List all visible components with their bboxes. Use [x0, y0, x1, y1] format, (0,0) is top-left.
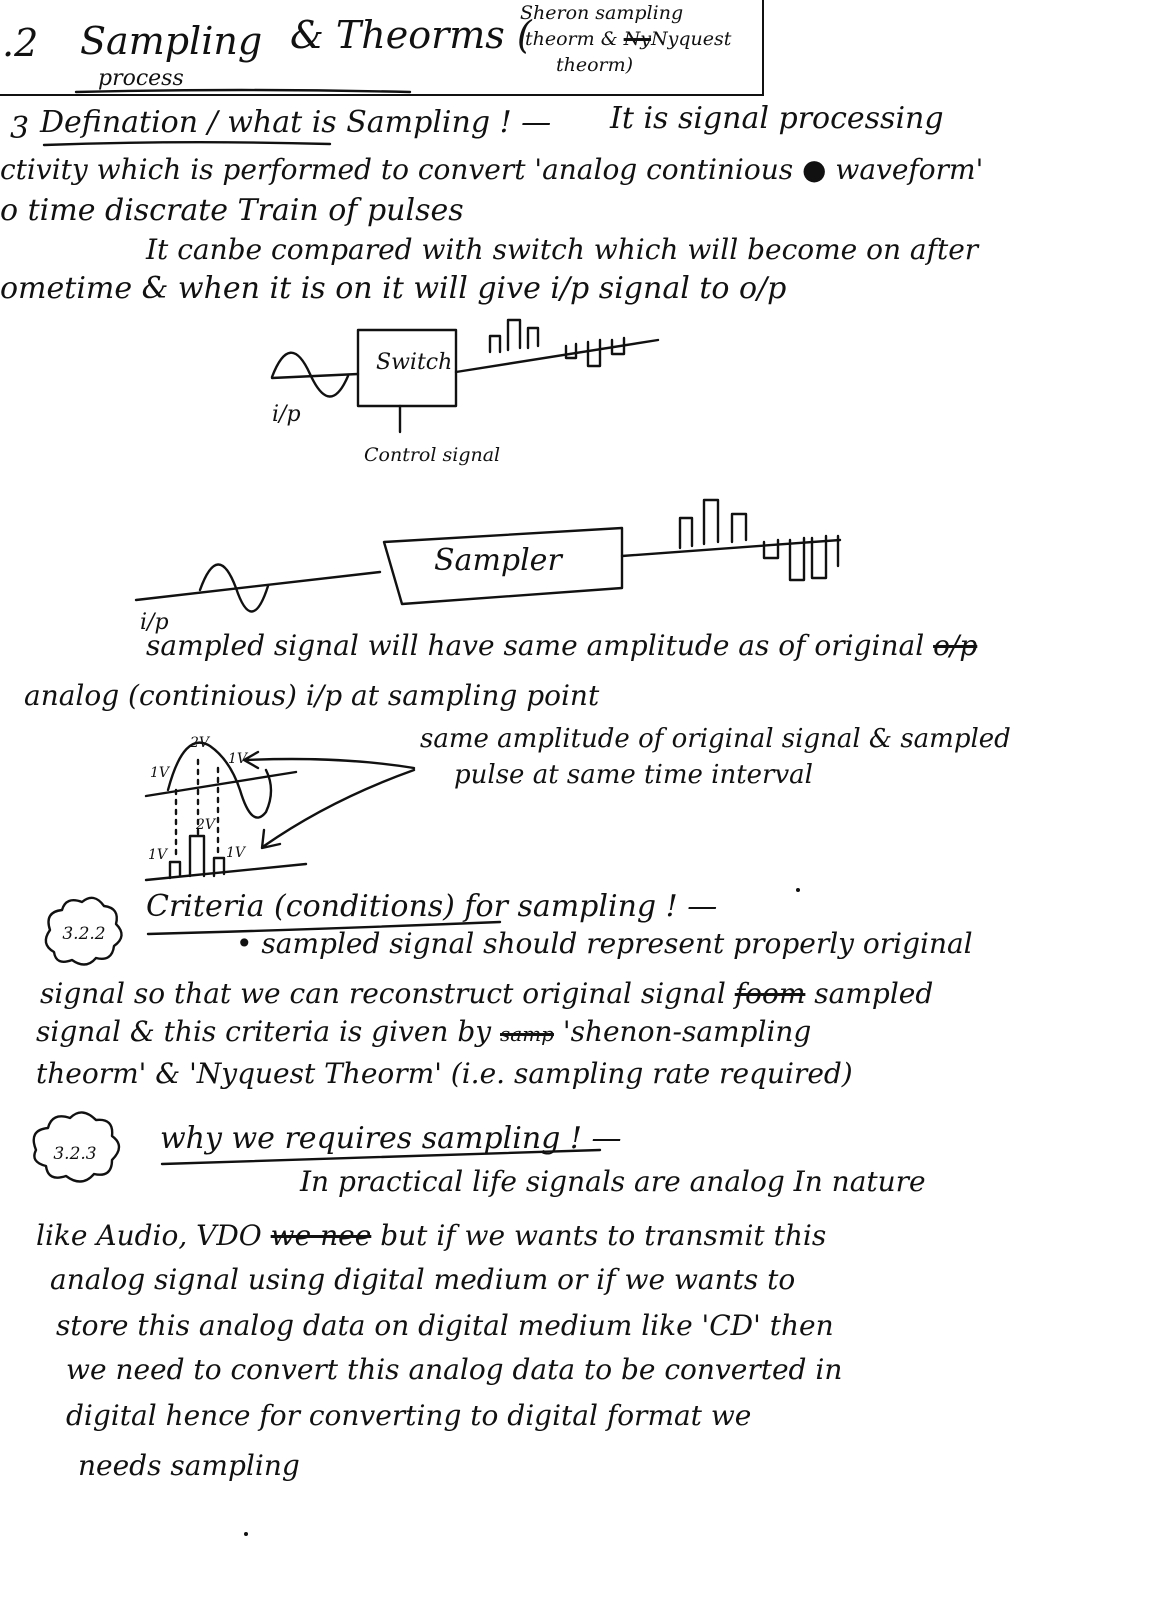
volt-3: 1V	[228, 751, 248, 767]
bracket-nyquest: Nyquest	[651, 28, 732, 50]
definition-line-5: ometime & when it is on it will give i/p signal to o/p	[0, 271, 787, 306]
criteria-badge: 3.2.2	[62, 924, 106, 944]
why-text-2a: like Audio, VDO	[36, 1219, 262, 1252]
criteria-line-1: • sampled signal should represent properly original	[236, 927, 973, 960]
why-strike: we nee	[270, 1219, 372, 1252]
volt-2: 2V	[190, 735, 210, 751]
volt-6: 1V	[226, 845, 246, 861]
why-line-2	[36, 1219, 827, 1252]
definition-line-4: It canbe compared with switch which will become on after	[146, 233, 979, 266]
why-line-5: we need to convert this analog data to be converted in	[66, 1353, 843, 1386]
criteria-strike-2: samp	[500, 1022, 554, 1046]
criteria-text-3a: signal & this criteria is given by	[36, 1015, 492, 1048]
bracket-theorm: theorm &	[525, 28, 618, 50]
why-text-2b: but if we wants to transmit this	[380, 1219, 827, 1252]
definition-line-3: o time discrate Train of pulses	[0, 193, 464, 228]
definition-marker: 3	[10, 111, 30, 146]
definition-line-2: ctivity which is performed to convert 'analog continious ● waveform'	[0, 153, 984, 186]
amplitude-text-1: sampled signal will have same amplitude as of original	[146, 629, 925, 662]
ink-dot-2	[796, 888, 800, 892]
why-line-3: analog signal using digital medium or if we wants to	[50, 1263, 796, 1296]
control-signal-label: Control signal	[364, 444, 501, 466]
amplitude-strike: o/p	[933, 629, 978, 662]
volt-4: 2V	[196, 817, 216, 833]
volt-1: 1V	[150, 765, 170, 781]
ink-dot	[244, 1532, 248, 1536]
why-badge: 3.2.3	[53, 1144, 97, 1164]
title-theorms: & Theorms (	[290, 13, 532, 57]
why-line-1: In practical life signals are analog In nature	[300, 1165, 926, 1198]
sampler-label: Sampler	[434, 543, 562, 578]
title-process: process	[98, 66, 184, 91]
definition-heading: Defination / what is Sampling ! —	[40, 105, 552, 140]
criteria-text-3b: 'shenon-sampling	[562, 1015, 812, 1048]
section-number: .2	[2, 21, 39, 65]
bracket-line-3: theorm)	[556, 54, 634, 76]
criteria-line-4: theorm' & 'Nyquest Theorm' (i.e. sampling rate required)	[36, 1057, 853, 1090]
bracket-strike: Ny	[623, 28, 652, 50]
criteria-text-2b: sampled	[814, 977, 934, 1010]
volt-5: 1V	[148, 847, 168, 863]
why-line-7: needs sampling	[78, 1449, 300, 1482]
definition-line-1: It is signal processing	[610, 101, 944, 136]
criteria-strike-1: foom	[734, 977, 806, 1010]
sampler-input-label: i/p	[140, 610, 169, 635]
criteria-heading: Criteria (conditions) for sampling ! —	[146, 889, 718, 924]
why-line-6: digital hence for converting to digital format we	[66, 1399, 752, 1432]
switch-label: Switch	[376, 350, 453, 375]
why-heading: why we requires sampling ! —	[160, 1121, 622, 1156]
amplitude-line-2: analog (continious) i/p at sampling point	[24, 679, 600, 712]
why-line-4: store this analog data on digital medium like 'CD' then	[56, 1309, 834, 1342]
amplitude-note-1: same amplitude of original signal & sampled	[420, 724, 1011, 754]
switch-input-label: i/p	[272, 402, 301, 427]
title-sampling: Sampling	[80, 19, 263, 63]
criteria-text-2a: signal so that we can reconstruct original signal	[40, 977, 726, 1010]
bracket-line-1: Sheron sampling	[520, 2, 684, 24]
amplitude-note-2: pulse at same time interval	[454, 760, 813, 790]
